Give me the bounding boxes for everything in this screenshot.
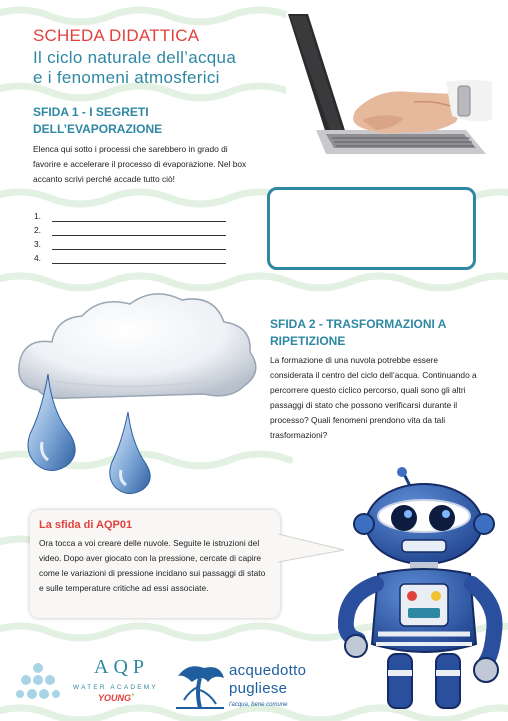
acquedotto-logo-line-1: acquedotto: [229, 662, 307, 679]
challenge1-instructions: Elenca qui sotto i processi che sarebbero in grado di favorire e accelerare il processo di evaporazione. Nel box accanto scrivi perché accade tutto ciò!: [33, 144, 247, 184]
answer-line-rule: [52, 221, 226, 222]
subtitle-line-2: e i fenomeni atmosferici: [33, 68, 220, 87]
answer-line-rule: [52, 249, 226, 250]
challenge1-heading: [33, 104, 263, 138]
answer-line-number: 2.: [34, 225, 41, 235]
answer-line-rule: [52, 263, 226, 264]
aqp-challenge-text: Ora tocca a voi creare delle nuvole. Seguite le istruzioni del video. Dopo aver giocato con la pressione, cercate di capire come le variazioni di pressione incidano sui passaggi di stato e sulle temperature critiche ad essi associate.: [39, 538, 266, 593]
answer-line-3[interactable]: [33, 239, 233, 253]
explanation-answer-box[interactable]: [267, 187, 476, 270]
drops-logo-icon: [16, 660, 60, 702]
aqp-logo-academy: WATER ACADEMY: [73, 684, 158, 691]
answer-line-rule: [52, 235, 226, 236]
acquedotto-logo-line-2: pugliese: [229, 680, 288, 697]
answer-line-2[interactable]: [33, 225, 233, 239]
aqp-logo-young-text: YOUNG: [98, 693, 132, 703]
acquedotto-logo-name: [229, 662, 306, 698]
aqp-challenge-title: La sfida di AQP01: [39, 519, 133, 531]
robot-mascot: [338, 464, 504, 721]
answer-line-number: 4.: [34, 253, 41, 263]
worksheet-subtitle: [33, 48, 293, 88]
aqp-logo-young: [98, 693, 135, 703]
answer-line-number: 3.: [34, 239, 41, 249]
answer-line-4[interactable]: [33, 253, 233, 267]
challenge1-heading-line-1: SFIDA 1 - I SEGRETI: [33, 105, 149, 119]
aqp-logo-letters: AQP: [94, 656, 150, 678]
answer-lines: [33, 211, 233, 267]
aqp-logo-young-plus: +: [131, 693, 135, 699]
water-drop-icon: [104, 410, 156, 496]
worksheet-title: SCHEDA DIDATTICA: [33, 26, 200, 45]
laptop-hands-photo: [286, 12, 492, 160]
acquedotto-tree-logo-icon: [174, 660, 226, 710]
answer-line-number: 1.: [34, 211, 41, 221]
water-drop-icon: [22, 372, 82, 472]
answer-line-1[interactable]: [33, 211, 233, 225]
subtitle-line-1: Il ciclo naturale dell’acqua: [33, 48, 237, 67]
acquedotto-logo-tagline: l'acqua, bene comune: [229, 702, 288, 708]
challenge2-heading: SFIDA 2 - TRASFORMAZIONI A RIPETIZIONE: [270, 317, 446, 348]
challenge2-instructions: La formazione di una nuvola potrebbe essere considerata il centro del ciclo dell’acqua. Continuando a percorrere questo ciclico percorso, quali sono gli altri passaggi di stato che possono verificarsi durante il processo? Quali fenomeni prendono vita da tali trasformazioni?: [270, 355, 477, 440]
challenge1-heading-line-2: DELL’EVAPORAZIONE: [33, 122, 163, 136]
